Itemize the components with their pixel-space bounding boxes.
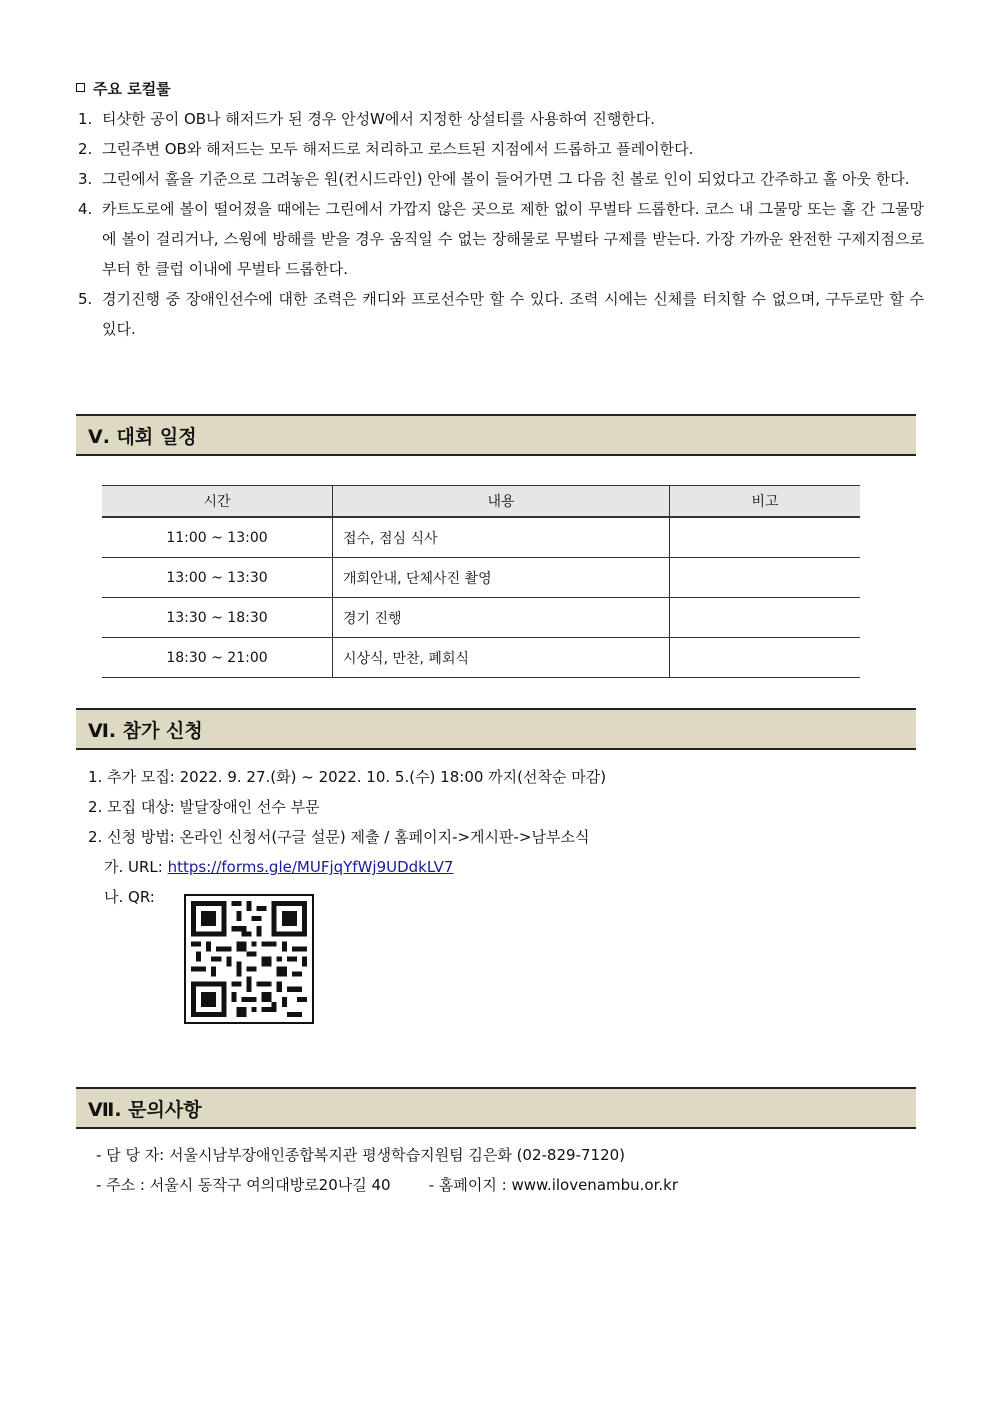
table-row	[102, 558, 860, 598]
header-time: 시간	[102, 486, 333, 518]
recruit-target: 2. 모집 대상: 발달장애인 선수 부문	[88, 798, 320, 816]
section-7-header	[76, 1087, 916, 1129]
section-6-title: Ⅵ. 참가 신청	[88, 720, 203, 742]
table-row	[102, 638, 860, 678]
cell-content: 경기 진행	[333, 598, 670, 638]
qr-label: 나. QR:	[104, 888, 155, 906]
section-5-title: Ⅴ. 대회 일정	[88, 426, 197, 448]
recruit-period: 1. 추가 모집: 2022. 9. 27.(화) ~ 2022. 10. 5.(수) 18:00 까지(선착순 마감)	[88, 768, 607, 786]
table-row	[102, 598, 860, 638]
address: - 주소 : 서울시 동작구 여의대방로20나길 40	[96, 1176, 391, 1194]
rule-item: 1. 티샷한 공이 OB나 해저드가 된 경우 안성W에서 지정한 상설티를 사용하여 진행한다.	[78, 110, 656, 128]
table-header-row	[102, 486, 860, 518]
cell-time: 13:30 ~ 18:30	[102, 598, 333, 638]
homepage: - 홈페이지 : www.ilovenambu.or.kr	[428, 1176, 679, 1194]
contact-person: - 담 당 자: 서울시남부장애인종합복지관 평생학습지원팀 김은화 (02-829-7120)	[96, 1146, 626, 1164]
schedule-table	[102, 485, 860, 678]
cell-time: 18:30 ~ 21:00	[102, 638, 333, 678]
contact-info	[96, 1140, 916, 1200]
qr-code-graphic	[186, 896, 312, 1022]
cell-content: 시상식, 만찬, 폐회식	[333, 638, 670, 678]
local-rules-heading: 주요 로컬룰	[76, 78, 171, 99]
cell-note	[670, 558, 861, 598]
square-bullet-icon	[76, 83, 85, 92]
section-6-header	[76, 708, 916, 750]
form-url-link[interactable]: https://forms.gle/MUFjqYfWj9UDdkLV7	[167, 858, 454, 876]
rule-item: 2. 그린주변 OB와 해저드는 모두 해저드로 처리하고 로스트된 지점에서 드롭하고 플레이한다.	[78, 140, 694, 158]
rule-item: 5. 경기진행 중 장애인선수에 대한 조력은 캐디와 프로선수만 할 수 있다. 조력 시에는 신체를 터치할 수 없으며, 구두로만 할 수 있다.	[78, 290, 924, 338]
cell-note	[670, 517, 861, 558]
address-line	[96, 1170, 916, 1200]
section-7-title: Ⅶ. 문의사항	[88, 1099, 202, 1121]
header-content: 내용	[333, 486, 670, 518]
header-note: 비고	[670, 486, 861, 518]
url-line: 가. URL: https://forms.gle/MUFjqYfWj9UDdkLV7	[104, 858, 454, 876]
section-5-header	[76, 414, 916, 456]
table-row	[102, 517, 860, 558]
local-rules-list	[78, 104, 924, 344]
rule-item: 4. 카트도로에 볼이 떨어졌을 때에는 그린에서 가깝지 않은 곳으로 제한 없이 무벌타 드롭한다. 코스 내 그물망 또는 홀 간 그물망에 볼이 걸리거나, 스윙에 방해를 받을 경우 움직일 수 없는 장해물로 무벌타 구제를 받는다. 가장 가까운 완전한 구제지점으로부터 한 클럽 이내에 무벌타 드롭한다.	[78, 200, 924, 278]
rule-item: 3. 그린에서 홀을 기준으로 그려놓은 원(컨시드라인) 안에 볼이 들어가면 그 다음 친 볼로 인이 되었다고 간주하고 홀 아웃 한다.	[78, 170, 910, 188]
cell-content: 개회안내, 단체사진 촬영	[333, 558, 670, 598]
qr-code-icon	[184, 894, 314, 1024]
application-info	[88, 762, 888, 912]
cell-time: 13:00 ~ 13:30	[102, 558, 333, 598]
cell-note	[670, 598, 861, 638]
apply-method: 2. 신청 방법: 온라인 신청서(구글 설문) 제출 / 홈페이지->게시판->남부소식	[88, 828, 590, 846]
cell-note	[670, 638, 861, 678]
cell-time: 11:00 ~ 13:00	[102, 517, 333, 558]
cell-content: 접수, 점심 식사	[333, 517, 670, 558]
